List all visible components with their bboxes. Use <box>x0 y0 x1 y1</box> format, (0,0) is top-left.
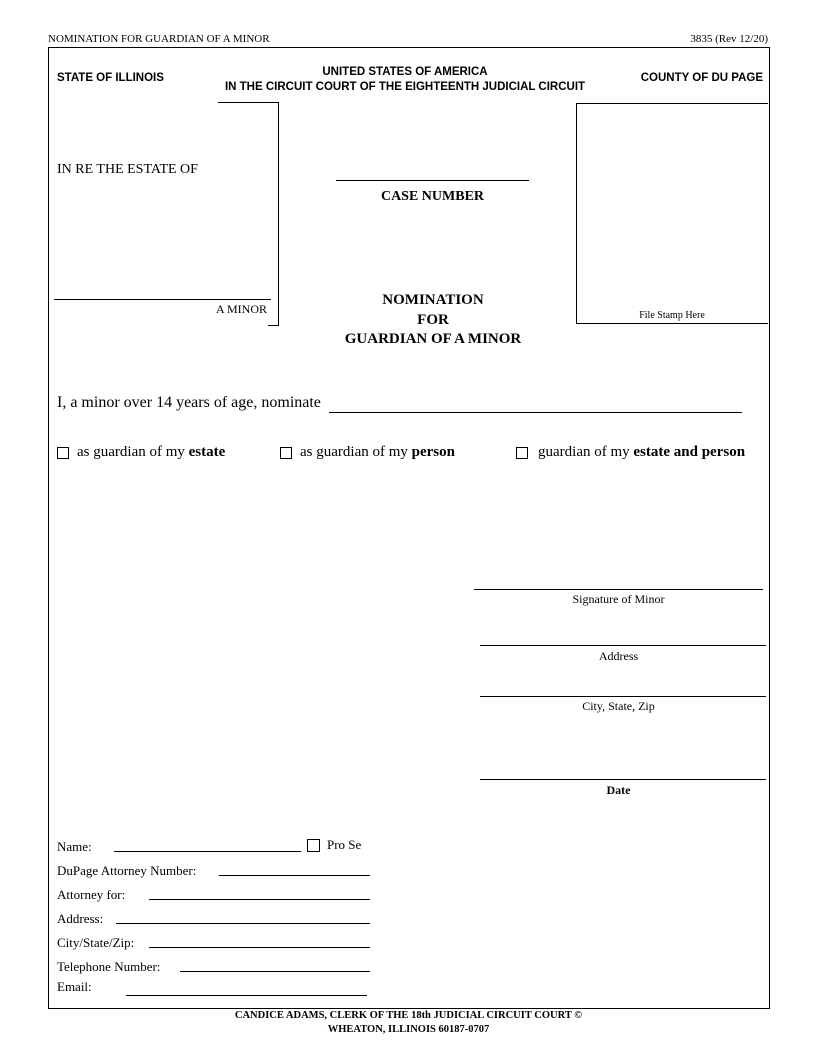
name-line[interactable] <box>114 851 301 852</box>
caption-right-rule <box>278 102 279 325</box>
attorney-number-label: DuPage Attorney Number: <box>57 863 197 878</box>
state-label: STATE OF ILLINOIS <box>57 72 164 84</box>
circuit-label: IN THE CIRCUIT COURT OF THE EIGHTEENTH JUDICIAL CIRCUIT <box>224 81 586 93</box>
caption-bottom-tick <box>268 325 279 326</box>
attorney-city-label: City/State/Zip: <box>57 935 135 950</box>
attorney-number-line[interactable] <box>219 875 370 876</box>
option-person-prefix: as guardian of my <box>300 444 412 460</box>
city-state-zip-line[interactable] <box>480 696 766 697</box>
county-label: COUNTY OF DU PAGE <box>640 72 763 84</box>
attorney-address-label: Address: <box>57 911 104 926</box>
country-label: UNITED STATES OF AMERICA <box>322 66 488 78</box>
option-person-bold: person <box>411 444 455 460</box>
file-stamp-box <box>576 103 768 324</box>
attorney-for-label: Attorney for: <box>57 887 126 902</box>
estate-and-person-checkbox[interactable] <box>516 447 528 459</box>
pro-se-label: Pro Se <box>327 837 362 852</box>
title-line2: FOR <box>417 312 449 328</box>
attorney-address-line[interactable] <box>116 923 370 924</box>
email-label: Email: <box>57 979 92 994</box>
address-label: Address <box>598 649 639 663</box>
name-label: Name: <box>57 839 92 854</box>
attorney-city-line[interactable] <box>149 947 370 948</box>
case-number-line[interactable] <box>336 180 529 181</box>
signature-label: Signature of Minor <box>572 592 665 606</box>
nominate-text: I, a minor over 14 years of age, nominate <box>57 394 321 411</box>
minor-name-line[interactable] <box>54 299 271 300</box>
case-number-label: CASE NUMBER <box>380 189 485 204</box>
file-stamp-label: File Stamp Here <box>639 310 705 321</box>
option-estate-prefix: as guardian of my <box>77 444 189 460</box>
estate-of-label: IN RE THE ESTATE OF <box>57 162 198 177</box>
form-title: NOMINATION FOR GUARDIAN OF A MINOR <box>48 33 270 45</box>
estate-checkbox[interactable] <box>57 447 69 459</box>
signature-line[interactable] <box>474 589 763 590</box>
footer-line1: CANDICE ADAMS, CLERK OF THE 18th JUDICIAL CIRCUIT COURT © <box>234 1010 583 1021</box>
date-label: Date <box>606 783 631 797</box>
nominee-name-line[interactable] <box>329 412 742 413</box>
option-both-prefix: guardian of my <box>538 444 634 460</box>
footer-line2: WHEATON, ILLINOIS 60187-0707 <box>327 1024 490 1035</box>
address-line[interactable] <box>480 645 766 646</box>
option-both-bold: estate and person <box>633 444 746 460</box>
form-number: 3835 (Rev 12/20) <box>690 33 768 45</box>
person-checkbox[interactable] <box>280 447 292 459</box>
email-line[interactable] <box>126 995 367 996</box>
title-line1: NOMINATION <box>382 292 484 308</box>
attorney-for-line[interactable] <box>149 899 370 900</box>
telephone-line[interactable] <box>180 971 370 972</box>
pro-se-checkbox[interactable] <box>307 839 320 852</box>
telephone-label: Telephone Number: <box>57 959 161 974</box>
city-state-zip-label: City, State, Zip <box>582 699 655 713</box>
a-minor-label: A MINOR <box>216 302 268 316</box>
title-line3: GUARDIAN OF A MINOR <box>344 331 522 347</box>
date-line[interactable] <box>480 779 766 780</box>
caption-top-rule <box>218 102 278 103</box>
option-estate-bold: estate <box>188 444 226 460</box>
